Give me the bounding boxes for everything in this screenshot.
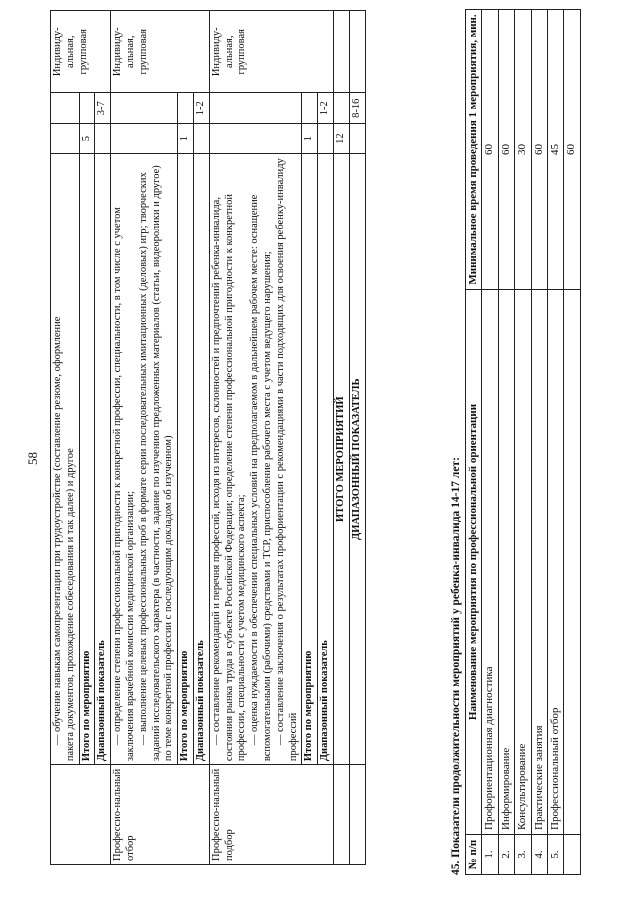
item-paragraph: — составление заключения о результатах профориентации с рекомендациями в части подходящих для освоения ребенку-инвалиду профессий	[274, 158, 299, 762]
table-row	[318, 11, 334, 865]
empty-cell	[349, 765, 365, 865]
row-name: Консультирование	[515, 290, 531, 835]
total-label: Итого по мероприятию	[178, 154, 194, 765]
empty-cell	[95, 123, 111, 153]
page-number: 58	[25, 452, 40, 465]
total-events-label: ИТОГО МЕРОПРИЯТИЙ	[333, 154, 349, 765]
events-table	[50, 10, 366, 865]
row-name: Профессиональный отбор	[548, 290, 564, 835]
table-row	[564, 10, 580, 875]
empty-cell	[302, 93, 318, 123]
total-value: 5	[79, 123, 95, 153]
item-text	[51, 154, 80, 765]
table-row	[349, 11, 365, 865]
table-row	[209, 11, 302, 865]
header-time: Минимальное время проведения 1 мероприятия, мин.	[466, 10, 482, 290]
row-time: 60	[531, 10, 547, 290]
header-num: № п/п	[466, 835, 482, 875]
empty-cell	[111, 123, 178, 153]
table-row	[95, 11, 111, 865]
range-value: 1-2	[318, 93, 334, 123]
empty-cell	[209, 93, 302, 123]
empty-cell	[349, 123, 365, 153]
item-text	[209, 154, 302, 765]
form-cell: Индивиду-альная, групповая	[111, 11, 210, 94]
table45-caption: 45. Показатели продолжительности мероприятий у ребенка-инвалида 14-17 лет:	[450, 457, 462, 875]
total-value: 1	[302, 123, 318, 153]
empty-cell	[178, 93, 194, 123]
table-row	[482, 10, 498, 875]
empty-cell	[349, 11, 365, 94]
empty-cell	[51, 123, 80, 153]
row-name	[564, 290, 580, 835]
row-num: 3.	[515, 835, 531, 875]
table-header-row	[466, 10, 482, 875]
total-range-value: 8-16	[349, 93, 365, 123]
table-row	[302, 11, 318, 865]
empty-cell	[209, 123, 302, 153]
range-label: Диапазонный показатель	[318, 154, 334, 765]
duration-table	[465, 9, 581, 875]
row-num: 5.	[548, 835, 564, 875]
table-row	[333, 11, 349, 865]
empty-cell	[111, 93, 178, 123]
row-num	[564, 835, 580, 875]
table-row	[515, 10, 531, 875]
row-num: 1.	[482, 835, 498, 875]
item-line: пакета документов, прохождение собеседования и так далее) и другое	[64, 448, 76, 762]
item-paragraph: — определение степени профессиональной пригодности к конкретной профессии, специальности, в том числе с учетом заключения врачебной комиссии медицинской организации;	[112, 207, 136, 762]
row-name: Профориентационная диагностика	[482, 290, 498, 835]
empty-cell	[193, 123, 209, 153]
range-value: 1-2	[193, 93, 209, 123]
range-label: Диапазонный показатель	[193, 154, 209, 765]
form-cell: Индивиду-альная, групповая	[51, 11, 111, 94]
row-num: 2.	[498, 835, 514, 875]
item-line: — обучение навыкам самопрезентации при трудоустройстве (составление резюме, оформление	[52, 316, 63, 746]
total-label: Итого по мероприятию	[302, 154, 318, 765]
table-row	[51, 11, 80, 865]
table-row	[79, 11, 95, 865]
event-name-cell: Профессио-нальный подбор	[209, 765, 333, 865]
item-paragraph: — оценка нуждаемости в обеспечении специальных условий на предполагаемом в дальнейшем рабочем месте: оснащение вспомогательными (рабочими) средствами и ТСР, приспособление рабочего места с учетом ведущего нарушения;	[249, 194, 273, 762]
range-value: 3-7	[95, 93, 111, 123]
row-time: 45	[548, 10, 564, 290]
table-row	[498, 10, 514, 875]
row-name: Информирование	[498, 290, 514, 835]
empty-cell	[79, 93, 95, 123]
empty-cell	[318, 123, 334, 153]
total-events-value: 12	[333, 123, 349, 153]
item-paragraph: — составление рекомендаций и перечня профессий, исходя из интересов, склонностей и предпочтений ребенка-инвалида, состояния рынка труда в субъекте Российской Федерации; определение степени профессиональной пригодности к конкретной профессии, специальности с учетом медицинского аспекта;	[210, 194, 248, 762]
item-text	[111, 154, 178, 765]
total-value: 1	[178, 123, 194, 153]
row-time: 60	[564, 10, 580, 290]
empty-cell	[333, 11, 349, 94]
header-name: Наименование мероприятия по профессиональной ориентации	[466, 290, 482, 835]
event-name-cell	[51, 765, 111, 865]
event-name-cell: Профессио-нальный отбор	[111, 765, 210, 865]
row-time: 60	[482, 10, 498, 290]
item-paragraph: — выполнение целевых профессиональных проб в формате серии последовательных имитационных (деловых) игр; творческих заданий исследовательского характера (в частности, задание по изучению предложенных материалов (статьи, видеоролики и другое) по теме конкретной профессии с последующим докладом об изученном)	[137, 165, 175, 762]
total-label: Итого по мероприятию	[79, 154, 95, 765]
table-row	[178, 11, 194, 865]
empty-cell	[333, 765, 349, 865]
form-cell: Индивиду-альная, групповая	[209, 11, 333, 94]
range-label: Диапазонный показатель	[95, 154, 111, 765]
total-range-label: ДИАПАЗОННЫЙ ПОКАЗАТЕЛЬ	[349, 154, 365, 765]
row-time: 60	[498, 10, 514, 290]
row-num: 4.	[531, 835, 547, 875]
table-row	[193, 11, 209, 865]
table-row	[531, 10, 547, 875]
table-row	[548, 10, 564, 875]
row-time: 30	[515, 10, 531, 290]
row-name: Практические занятия	[531, 290, 547, 835]
empty-cell	[333, 93, 349, 123]
empty-cell	[51, 93, 80, 123]
table-row	[111, 11, 178, 865]
